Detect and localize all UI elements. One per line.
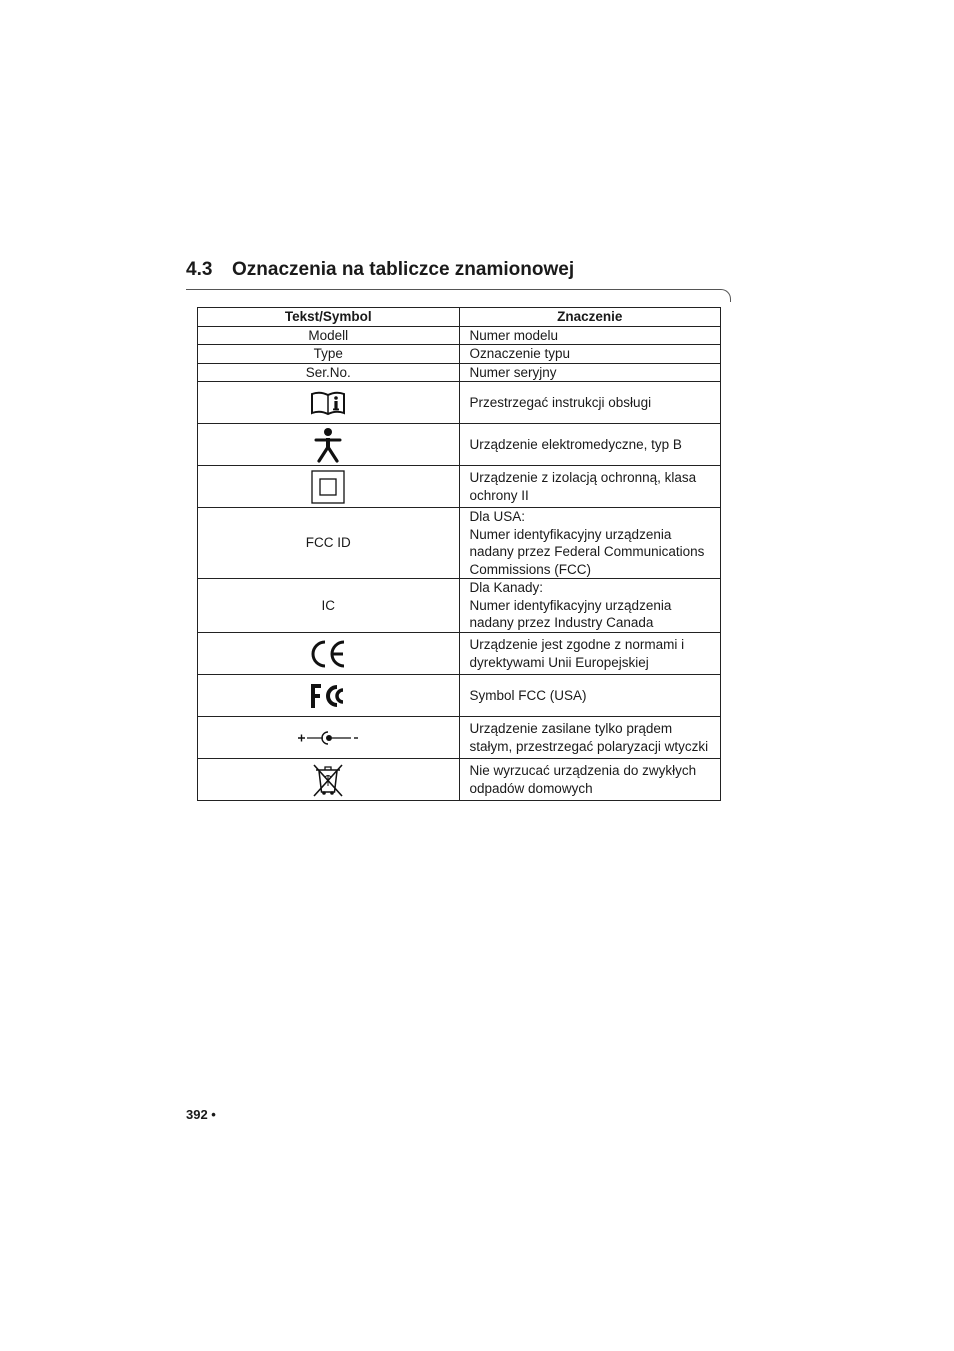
symbol-cell [198,633,460,675]
class-ii-double-square-icon [311,470,345,504]
symbol-text: IC [198,579,460,633]
symbol-cell [198,424,460,466]
fcc-logo-icon [309,682,347,710]
meaning-text: Numer modelu [459,326,721,345]
meaning-line: Numer identyfikacyjny urządzenia nadany przez Federal Communications Commissions (FCC) [469,526,705,577]
symbol-cell [198,382,460,424]
table-row [198,675,721,717]
section-number: 4.3 [186,259,213,280]
meaning-text: Nie wyrzucać urządzenia do zwykłych odpadów domowych [469,763,697,796]
section-title: Oznaczenia na tabliczce znamionowej [232,259,575,280]
symbol-cell [198,675,460,717]
table-row [198,508,721,579]
table-row [198,345,721,364]
meaning-cell [459,717,721,759]
table-row [198,424,721,466]
symbol-text: Modell [198,326,460,345]
table-row [198,326,721,345]
table-row [198,759,721,801]
meaning-text: Numer seryjny [459,363,721,382]
meaning-cell [459,579,721,633]
table-row [198,382,721,424]
heading-rule-corner [718,289,731,302]
meaning-text: Przestrzegać instrukcji obsługi [459,382,721,424]
symbol-text: Type [198,345,460,364]
meaning-text: Urządzenie zasilane tylko prądem stałym, przestrzegać polaryzacji wtyczki [469,721,709,754]
symbol-cell [198,466,460,508]
header-meaning: Znaczenie [459,308,721,327]
header-symbol: Tekst/Symbol [198,308,460,327]
table-row [198,579,721,633]
section-heading [186,259,574,281]
meaning-text: Urządzenie z izolacją ochronną, klasa ochrony II [459,466,721,508]
meaning-line: Numer identyfikacyjny urządzenia nadany przez Industry Canada [469,597,672,631]
meaning-line: Dla USA: [469,509,526,524]
symbol-cell [198,759,460,801]
meaning-text: Oznaczenie typu [459,345,721,364]
table-row [198,717,721,759]
meaning-cell [459,633,721,675]
table-header-row [198,308,721,327]
weee-crossed-bin-icon [311,762,345,798]
meaning-cell [459,508,721,579]
ce-mark-icon [309,639,347,669]
table-row [198,466,721,508]
manual-info-icon [310,390,346,416]
dc-polarity-icon [296,730,360,746]
rating-plate-table [197,307,721,801]
meaning-text: Symbol FCC (USA) [459,675,721,717]
symbol-text: Ser.No. [198,363,460,382]
meaning-text: Urządzenie elektromedyczne, typ B [459,424,721,466]
table-row [198,363,721,382]
table-row [198,633,721,675]
meaning-cell [459,759,721,801]
meaning-text: Urządzenie jest zgodne z normami i dyrektywami Unii Europejskiej [469,637,685,670]
page-number: 392 • [186,1107,216,1122]
symbol-cell [198,717,460,759]
symbol-text: FCC ID [198,508,460,579]
heading-rule [186,289,720,290]
meaning-line: Dla Kanady: [469,580,544,596]
type-b-body-icon [313,427,343,463]
